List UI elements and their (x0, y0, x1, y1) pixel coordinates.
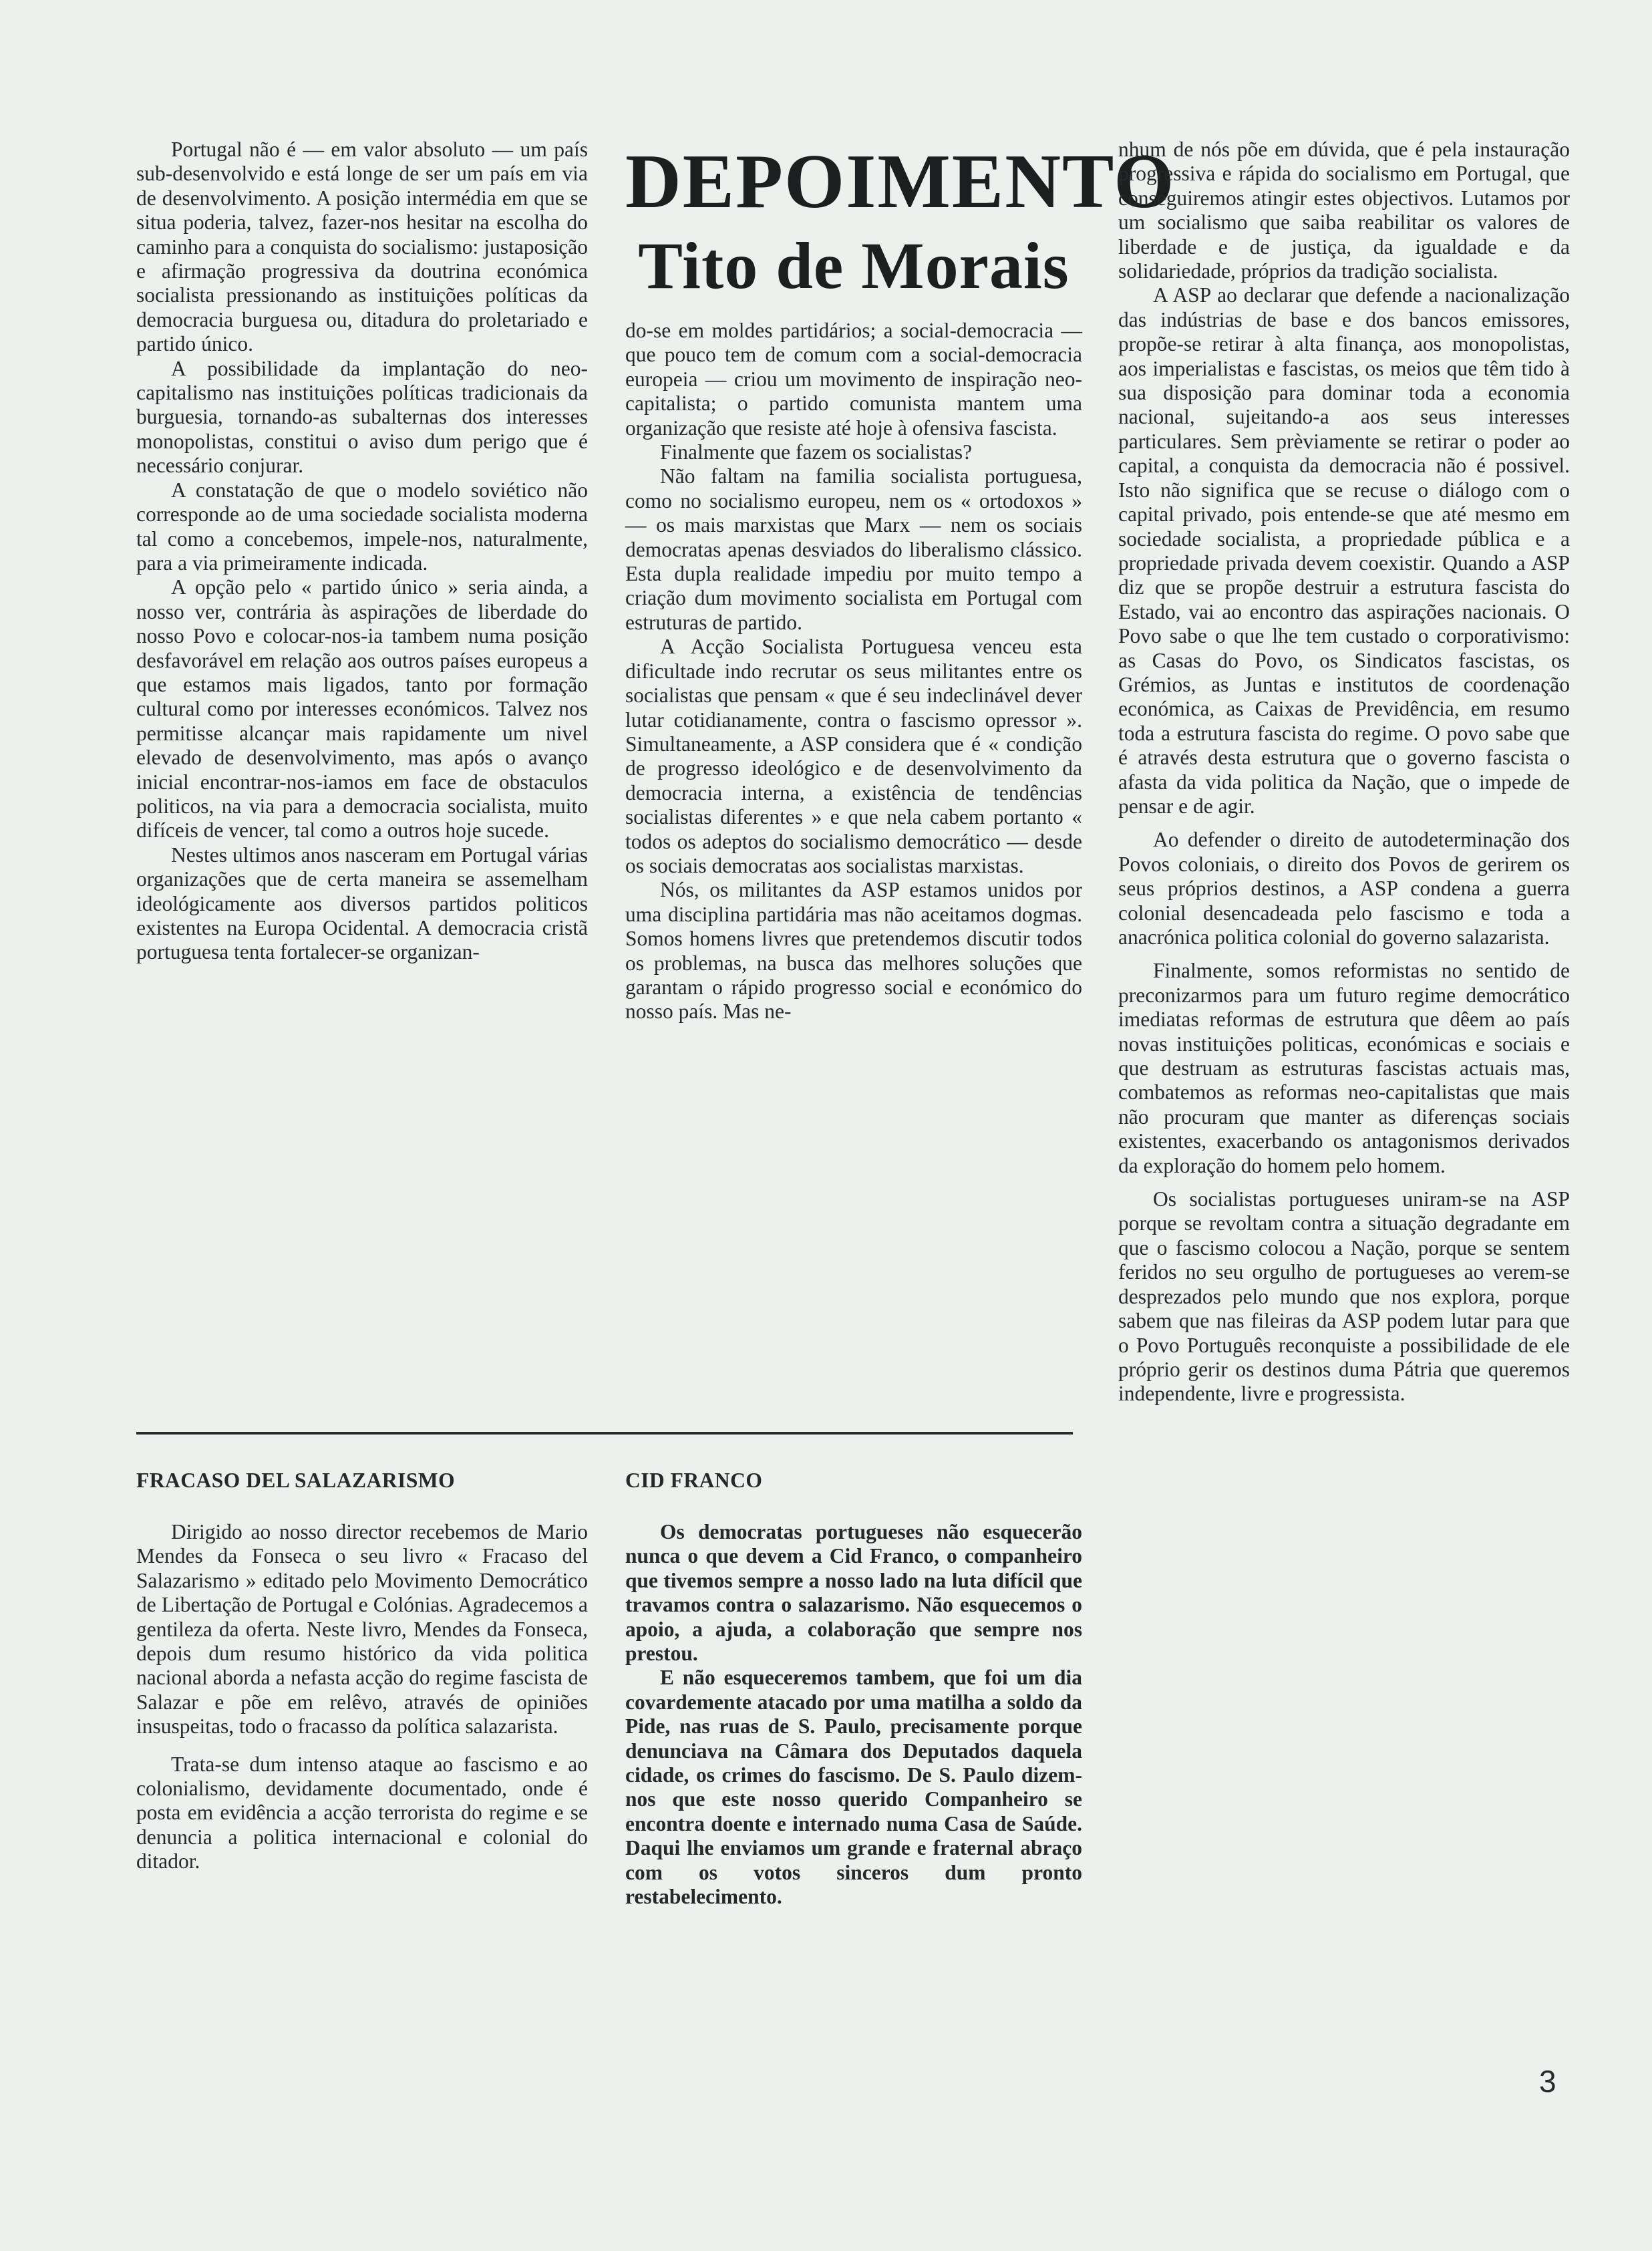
article-paragraph: Nestes ultimos anos nasceram em Portugal várias organizações que de certa maneira se assemelham ideológicamente aos diversos partidos politicos existentes na Europa Ocidental. A democracia cristã portuguesa tenta fortalecer-se organizan- (136, 843, 588, 964)
article-paragraph: Não faltam na familia socialista portuguesa, como no socialismo europeu, nem os « ortodoxos » — os mais marxistas que Marx — nem os sociais democratas apenas desviados do liberalismo clássico. Esta dupla realidade impediu por muito tempo a criação dum movimento socialista em Portugal com estruturas de partido. (625, 464, 1082, 634)
fracaso-body (136, 1520, 588, 1874)
article-paragraph: A ASP ao declarar que defende a nacionalização das indústrias de base e dos bancos emissores, propõe-se retirar à alta finança, aos monopolistas, aos imperialistas e fascistas, os meios que têm tido à sua disposição para dominar toda a economia nacional, sujeitando-a aos seus interesses particulares. Sem prèviamente se retirar o poder ao capital, a conquista da democracia não é possivel. Isto não significa que se recuse o diálogo com o capital privado, pois entende-se que até mesmo em sociedade socialista, a propriedade pública e a propriedade privada devem coexistir. Quando a ASP diz que se propõe destruir a estrutura fascista do Estado, vai ao encontro das aspirações nacionais. O Povo sabe o que lhe tem custado o corporativismo: as Casas do Povo, os Sindicatos fascistas, os Grémios, as Juntas e institutos de coordenação económica, as Caixas de Previdência, em resumo toda a estrutura fascista do regime. O povo sabe que é através desta estrutura que o governo fascista o afasta da vida politica da Nação, que o impede de pensar e de agir. (1118, 283, 1570, 818)
article-paragraph: nhum de nós põe em dúvida, que é pela instauração progressiva e rápida do socialismo em Portugal, que conseguiremos atingir estes objectivos. Lutamos por um socialismo que saiba reabilitar os valores de liberdade e de justiça, da igualdade e da solidariedade, próprios da tradição socialista. (1118, 138, 1570, 283)
article-paragraph: Portugal não é — em valor absoluto — um país sub-desenvolvido e está longe de ser um país em via de desenvolvimento. A posição intermédia em que se situa poderia, talvez, fazer-nos hesitar na escolha do caminho para a conquista do socialismo: justaposição e afirmação progressiva da doutrina económica socialista pressionando as instituições políticas da democracia burguesa ou, ditadura do proletariado e partido único. (136, 138, 588, 356)
article-paragraph: Finalmente que fazem os socialistas? (660, 440, 973, 464)
cid-franco-paragraph: E não esqueceremos tambem, que foi um dia covardemente atacado por uma matilha a soldo da Pide, nas ruas de S. Paulo, precisamente porque denunciava na Câmara dos Deputados daquela cidade, os crimes do fascismo. De S. Paulo dizem-nos que este nosso querido Companheiro se encontra doente e internado numa Casa de Saúde. Daqui lhe enviamos um grande e fraternal abraço com os votos sinceros dum pronto restabelecimento. (625, 1666, 1082, 1909)
article-column-1 (136, 138, 588, 965)
section-divider (136, 1432, 1073, 1435)
article-paragraph: A constatação de que o modelo soviético não corresponde ao de uma sociedade socialista moderna tal como a concebemos, impele-nos, naturalmente, para a via primeiramente indicada. (136, 478, 588, 575)
article-paragraph: Os socialistas portugueses uniram-se na ASP porque se revoltam contra a situação degradante em que o fascismo colocou a Nação, porque se sentem feridos no seu orgulho de portugueses ao verem-se desprezados pelo mundo que nos explora, porque sabem que nas fileiras da ASP podem lutar para que o Povo Português reconquiste a possibilidade de ele próprio gerir os destinos duma Pátria que queremos independente, livre e progressista. (1118, 1187, 1570, 1406)
article-paragraph: Ao defender o direito de autodeterminação dos Povos coloniais, o direito dos Povos de gerirem os seus próprios destinos, a ASP condena a guerra colonial desencadeada pelo fascismo e toda a anacrónica politica colonial do governo salazarista. (1118, 828, 1570, 949)
article-paragraph: A Acção Socialista Portuguesa venceu esta dificultade indo recrutar os seus militantes entre os socialistas que pensam « que é seu indeclinável dever lutar cotidianamente, contra o fascismo opressor ». Simultaneamente, a ASP considera que é « condição de progresso ideológico e de desenvolvimento da democracia interna, a existência de tendências socialistas diferentes » e que nela cabem portanto « todos os adeptos do socialismo democrático — desde os sociais democratas aos socialistas marxistas. (625, 635, 1082, 877)
page-number: 3 (1539, 2064, 1556, 2099)
fracaso-title: FRACASO DEL SALAZARISMO (136, 1469, 456, 1492)
cid-franco-title: CID FRANCO (625, 1469, 763, 1492)
headline-line-1: DEPOIMENTO (625, 139, 1176, 224)
fracaso-paragraph: Dirigido ao nosso director recebemos de Mario Mendes da Fonseca o seu livro « Fracaso del Salazarismo » editado pelo Movimento Democrático de Libertação de Portugal e Colónias. Agradecemos a gentileza da oferta. Neste livro, Mendes da Fonseca, depois dum resumo histórico da vida politica nacional aborda a nefasta acção do regime fascista de Salazar e põe em relêvo, através de opiniões insuspeitas, todo o fracasso da política salazarista. (136, 1520, 588, 1739)
article-column-3 (1118, 138, 1570, 1406)
cid-franco-paragraph: Os democratas portugueses não esquecerão nunca o que devem a Cid Franco, o companheiro que tivemos sempre a nosso lado na luta difícil que travamos contra o salazarismo. Não esquecemos o apoio, a ajuda, a colaboração que sempre nos prestou. (625, 1520, 1082, 1666)
article-paragraph: do-se em moldes partidários; a social-democracia — que pouco tem de comum com a social-democracia europeia — criou um movimento de inspiração neo-capitalista; o partido comunista mantem uma organização que resiste até hoje à ofensiva fascista. (625, 319, 1082, 440)
article-column-2 (625, 319, 1082, 1024)
headline-line-2: Tito de Morais (638, 229, 1069, 303)
cid-franco-body (625, 1520, 1082, 1910)
article-paragraph: A opção pelo « partido único » seria ainda, a nosso ver, contrária às aspirações de liberdade do nosso Povo e colocar-nos-ia tambem numa posição desfavorável em relação aos outros países europeus a que estamos mais ligados, tanto por formação cultural como por interesses económicos. Talvez nos permitisse alcançar mais rapidamente um nivel elevado de desenvolvimento, mas após o avanço inicial encontrar-nos-iamos em face de obstaculos politicos, na via para a democracia socialista, muito difíceis de vencer, tal como a outros hoje sucede. (136, 575, 588, 843)
fracaso-paragraph: Trata-se dum intenso ataque ao fascismo e ao colonialismo, devidamente documentado, onde é posta em evidência a acção terrorista do regime e se denuncia a politica internacional e colonial do ditador. (136, 1752, 588, 1873)
article-paragraph: A possibilidade da implantação do neo-capitalismo nas instituições políticas tradicionais da burguesia, tornando-as subalternas dos interesses monopolistas, constitui o aviso dum perigo que é necessário conjurar. (136, 356, 588, 478)
article-paragraph: Nós, os militantes da ASP estamos unidos por uma disciplina partidária mas não aceitamos dogmas. Somos homens livres que pretendemos discutir todos os problemas, na busca das melhores soluções que garantam o rápido progresso social e económico do nosso país. Mas ne- (625, 878, 1082, 1024)
article-paragraph: Finalmente, somos reformistas no sentido de preconizarmos para um futuro regime democrático imediatas reformas de estrutura que dêem ao país novas instituições politicas, económicas e sociais e que destruam as estruturas fascistas actuais mas, combatemos as reformas neo-capitalistas que mais não procuram que manter as diferenças sociais existentes, exacerbando os antagonismos derivados da exploração do homem pelo homem. (1118, 959, 1570, 1177)
